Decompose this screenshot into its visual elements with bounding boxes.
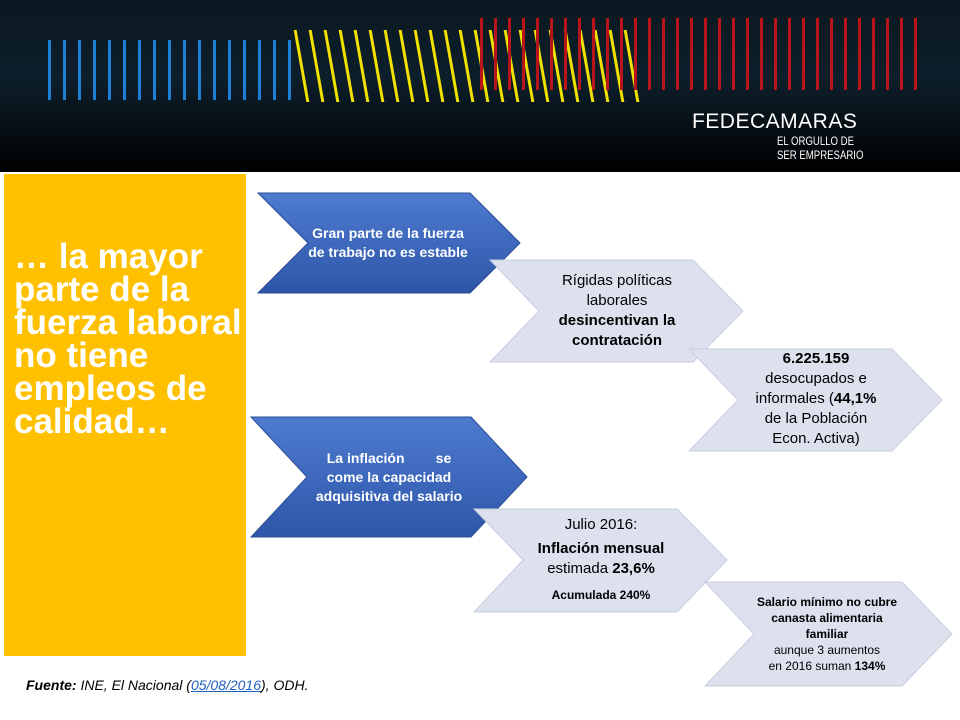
text-bold: 23,6% [612,560,655,577]
text-line: La inflación se [326,449,452,466]
stripe [900,18,903,90]
stripe [354,30,370,102]
stripe [844,18,847,90]
chevron-light-4 [702,580,956,688]
text-span: informales ( [755,390,834,407]
brand-tagline [777,134,863,162]
stripe [309,30,325,102]
chevron-light-3 [471,507,731,614]
stripe [564,18,567,90]
slide-title: … la mayor parte de la fuerza laboral no tiene empleos de calidad… [14,237,242,441]
stripe [802,18,805,90]
stripe [662,18,665,90]
stripe [369,30,385,102]
stripe [648,18,651,90]
stripe [63,40,66,100]
brand-tagline-line-2: SER EMPRESARIO [776,148,864,162]
stripe [123,40,126,100]
stripe [620,18,623,90]
stripe [78,40,81,100]
stripe [48,40,51,100]
stripe [578,18,581,90]
stripe [459,30,475,102]
source-text: ), ODH. [261,677,309,693]
stripe [93,40,96,100]
stripe [243,40,246,100]
stripe [519,30,535,102]
stripe [858,18,861,90]
source-label: Fuente: [26,677,77,693]
stripe [168,40,171,100]
brand-name: FEDECAMARAS [691,110,858,133]
stripe [536,18,539,90]
text-line [756,389,877,409]
stripe [816,18,819,90]
stripe [108,40,111,100]
stripe [183,40,186,100]
stripe [273,40,276,100]
stripe [830,18,833,90]
stripe [153,40,156,100]
text-line [769,658,886,674]
stripe [886,18,889,90]
text-line: Econ. Activa) [772,430,860,447]
stripe [414,30,430,102]
stripe [258,40,261,100]
stripe [508,18,511,90]
title-panel [4,174,246,656]
chevron-light-1-text [539,266,695,356]
stripe [288,40,291,100]
text-span: estimada [547,560,613,577]
stripe [294,30,310,102]
stripe [384,30,400,102]
stripe [138,40,141,100]
stripe [522,18,525,90]
stripe [429,30,445,102]
stripe [550,18,553,90]
stripe [399,30,415,102]
brand-logo [692,110,885,162]
text-line: Rígidas políticas [561,272,673,289]
chevron-blue-1 [252,191,524,295]
text-line: desocupados e [765,370,867,387]
source-link[interactable]: 05/08/2016 [190,677,262,693]
stripe [606,18,609,90]
text-bold: desincentivan la contratación [558,312,676,349]
chevron-light-2-text [738,349,894,449]
stripe [760,18,763,90]
text-line: Julio 2016: [564,516,638,533]
text-span: en 2016 suman [768,659,855,673]
chevron-blue-2-text [307,425,471,529]
header-banner [0,0,960,172]
stripe [676,18,679,90]
stripe [592,18,595,90]
text-bold: 134% [854,659,886,673]
stripe [732,18,735,90]
stripe [746,18,749,90]
stripe [339,30,355,102]
stripe [914,18,917,90]
stripe [494,18,497,90]
source-text: INE, El Nacional ( [76,677,191,693]
chevron-light-4-text [750,584,904,684]
text-small: Acumulada 240% [551,588,651,602]
source-note [26,677,308,693]
brand-tagline-line-1: EL ORGULLO DE [776,134,854,148]
text-bold: Salario mínimo no cubre canasta alimentaria familiar [756,595,898,641]
text-line [547,559,655,579]
stripe [718,18,721,90]
text-line: laborales [586,292,648,309]
chevron-light-2 [686,347,946,453]
stripe [704,18,707,90]
stripe [504,30,520,102]
text-bold: Inflación mensual [537,540,665,557]
stripe [788,18,791,90]
text-line: de la Población [764,410,868,427]
stripe [872,18,875,90]
stripe [480,18,483,90]
stripe [774,18,777,90]
text-line: come la capacidad adquisitiva del salario [315,468,463,504]
text-line: aunque 3 aumentos [773,643,881,657]
stripe [444,30,460,102]
stripe [634,18,637,90]
text-bold: 6.225.159 [782,350,850,367]
stripe [213,40,216,100]
stripe [324,30,340,102]
stripe [198,40,201,100]
chevron-blue-1-text: Gran parte de la fuerza de trabajo no es estable [308,225,468,260]
stripe [690,18,693,90]
stripe [228,40,231,100]
chevron-light-3-text [523,511,679,609]
text-bold: 44,1% [833,390,877,407]
